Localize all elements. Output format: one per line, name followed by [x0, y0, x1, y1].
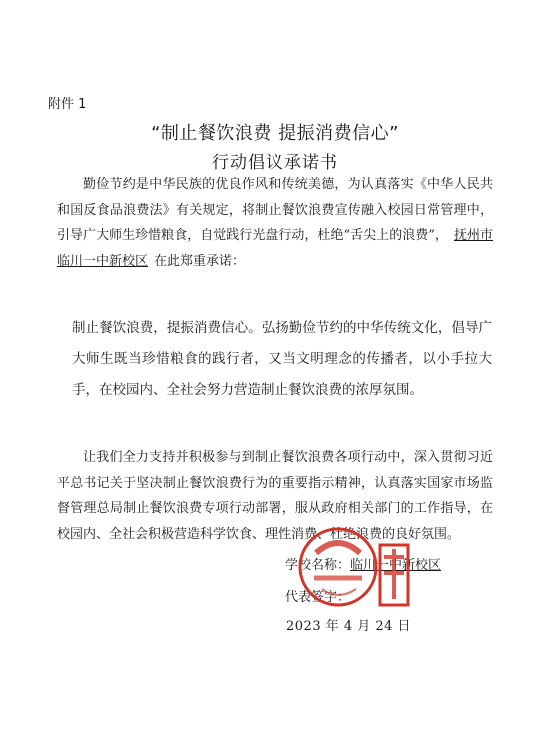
signature-representative: 代表签字：	[285, 590, 351, 605]
paragraph-2: 制止餐饮浪费，提振消费信心。弘扬勤俭节约的中华传统文化，倡导广大师生既当珍惜粮食的践行者，又当文明理念的传播者，以小手拉大手，在校园内、全社会努力营造制止餐饮浪费的浓厚氛围。	[72, 320, 492, 398]
paragraph-1	[57, 172, 493, 274]
school-name-underlined: 抚州市临川一中新校区	[57, 228, 493, 269]
school-value: 临川一中新校区	[350, 558, 442, 573]
paragraph-1-tail: 在此郑重承诺：	[154, 253, 246, 269]
seal-icon	[296, 523, 412, 613]
school-label: 学校名称：	[285, 558, 351, 573]
paragraph-1-text: 勤俭节约是中华民族的优良作风和传统美德，为认真落实《中华人民共和国反食品浪费法》有关规定，将制止餐饮浪费宣传融入校园日常管理中，引导广大师生珍惜粮食，自觉践行光盘行动，杜绝“舌尖上的浪费”，	[57, 177, 493, 243]
title-line-1: “制止餐饮浪费 提振消费信心”	[151, 123, 399, 144]
signature-date: 2023 年 4 月 24 日	[286, 619, 412, 634]
paragraph-3: 让我们全力支持并积极参与到制止餐饮浪费各项行动中，深入贯彻习近平总书记关于坚决制止餐饮浪费行为的重要指示精神，认真落实国家市场监督管理总局制止餐饮浪费专项行动部署，服从政府相关部门的工作指导，在校园内、全社会积极营造科学饮食、理性消费、杜绝浪费的良好氛围。	[57, 450, 493, 542]
attachment-label: 附件 1	[48, 97, 87, 112]
red-seal-stamp	[296, 523, 412, 613]
title-line-2: 行动倡议承诺书	[212, 153, 338, 173]
